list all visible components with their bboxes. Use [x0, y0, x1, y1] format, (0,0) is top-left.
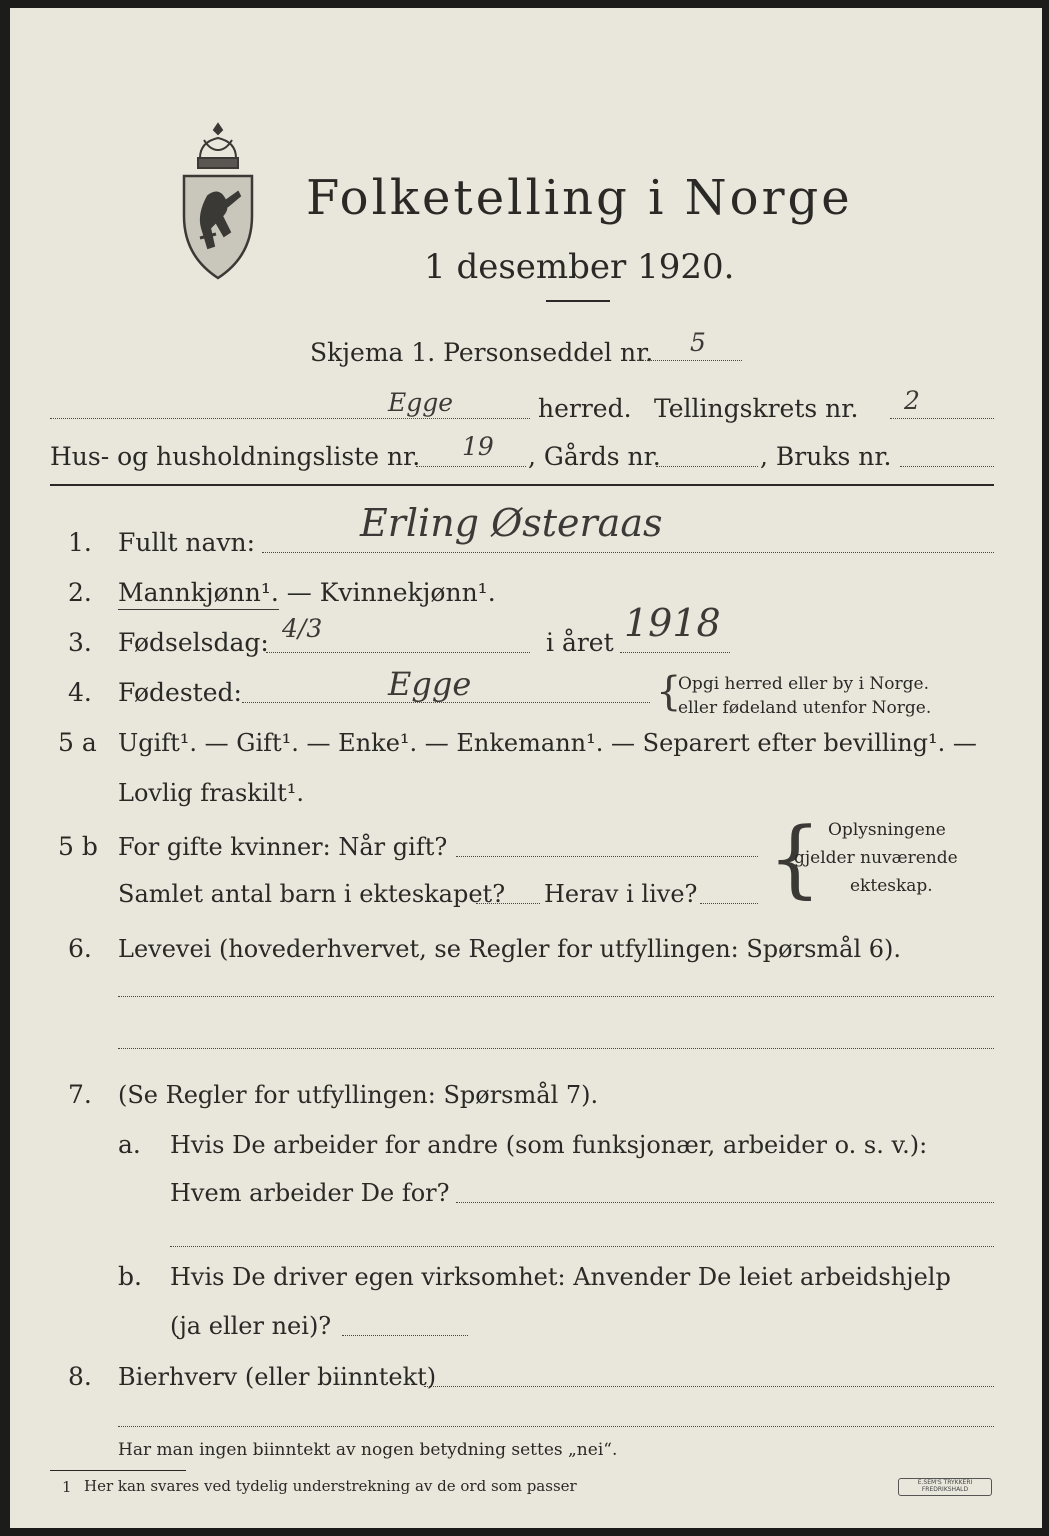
q6-label: Levevei (hovederhvervet, se Regler for utfyllingen: Spørsmål 6). [118, 935, 902, 963]
birthplace-value: Egge [388, 665, 472, 703]
bruks-label: , Bruks nr. [760, 442, 892, 471]
q4-number: 4. [68, 678, 92, 707]
q4-label: Fødested: [118, 678, 242, 707]
q7a-employer-label: Hvem arbeider De for? [170, 1179, 450, 1207]
q8-number: 8. [68, 1362, 92, 1391]
q7a-text: Hvis De arbeider for andre (som funksjonær, arbeider o. s. v.): [170, 1131, 928, 1159]
year-label: i året [546, 628, 614, 657]
q1-number: 1. [68, 528, 92, 557]
q7b-text: Hvis De driver egen virksomhet: Anvender De leiet arbeidshjelp [170, 1263, 951, 1291]
census-form: Folketelling i Norge 1 desember 1920. Skjema 1. Personseddel nr. 5 Egge herred. Tellingskrets nr. 2 Hus- og husholdningsliste nr. 19 , Gårds nr. , Bruks nr. 1. Fullt navn: Erling Østeraas 2. Mannkjønn¹. — Kvinnekjønn¹. 3. Fødselsdag: 4/3 i året 1918 4. Fødested: Egge { Opgi herred eller by i Norge. eller fødeland utenfor Norge. 5 a Ugift¹. — Gift¹. — Enke¹. — Enkemann¹. — Separert efter bevilling¹. — Lovlig fraskilt¹. 5 b For gifte kvinner: Når gift? Samlet antal barn i ekteskapet? Herav i live? { Oplysningene gjelder nuværende ekteskap. 6. Levevei (hovederhvervet, se Regler for utfyllingen: Spørsmål 6). 7. (Se Regler for utfyllingen: Spørsmål 7). a. Hvis De arbeider for andre (som funksjonær, arbeider o. s. v.): Hvem arbeider De for? b. Hvis De driver egen virksomhet: Anvender De leiet arbeidshjelp (ja eller nei)? 8. Bierhverv (eller biinntekt) Har man ingen biinntekt av nogen betydning settes „nei“. 1 Her kan svares ved tydelig understrekning av de ord som passer E.SEM'S TRYKKERI FREDRIKSHALD [10, 8, 1042, 1528]
married-women-label: For gifte kvinner: Når gift? [118, 833, 448, 861]
marital-status-options: Ugift¹. — Gift¹. — Enke¹. — Enkemann¹. — Separert efter bevilling¹. — [118, 729, 977, 757]
form-title: Folketelling i Norge [306, 170, 853, 226]
birthday-value: 4/3 [282, 614, 323, 643]
census-date: 1 desember 1920. [424, 247, 735, 287]
tellingskrets-number: 2 [904, 386, 920, 415]
herred-value: Egge [388, 388, 454, 417]
norway-coat-of-arms-icon [170, 118, 266, 282]
q3-number: 3. [68, 628, 92, 657]
q8-note: Har man ingen biinntekt av nogen betydning settes „nei“. [118, 1440, 618, 1460]
marital-status-divorced: Lovlig fraskilt¹. [118, 779, 305, 807]
gender-female-option: Kvinnekjønn¹. [319, 578, 496, 607]
gender-male-option: Mannkjønn¹. [118, 578, 279, 610]
q7-number: 7. [68, 1080, 92, 1109]
birth-year-value: 1918 [624, 601, 721, 645]
q5a-number: 5 a [58, 728, 97, 757]
q6-number: 6. [68, 934, 92, 963]
q7b-letter: b. [118, 1262, 142, 1291]
q2-number: 2. [68, 578, 92, 607]
q1-label: Fullt navn: [118, 528, 256, 557]
printer-stamp: E.SEM'S TRYKKERI FREDRIKSHALD [898, 1478, 992, 1496]
household-label: Hus- og husholdningsliste nr. [50, 442, 421, 471]
q3-label: Fødselsdag: [118, 628, 269, 657]
q7a-letter: a. [118, 1130, 141, 1159]
personseddel-number: 5 [690, 328, 706, 357]
q8-label: Bierhverv (eller biinntekt) [118, 1363, 437, 1391]
household-number: 19 [462, 432, 494, 461]
schema-label: Skjema 1. Personseddel nr. [310, 338, 654, 367]
gender-separator: — [286, 578, 312, 607]
birthplace-note-1: Opgi herred eller by i Norge. [678, 674, 929, 694]
title-divider [546, 300, 610, 302]
marriage-note-3: ekteskap. [850, 876, 933, 896]
children-alive-label: Herav i live? [544, 880, 698, 908]
q5b-number: 5 b [58, 832, 98, 861]
birthplace-note-2: eller fødeland utenfor Norge. [678, 698, 932, 718]
tellingskrets-label: Tellingskrets nr. [654, 394, 859, 423]
marriage-note-1: Oplysningene [828, 820, 946, 840]
gards-label: , Gårds nr. [528, 442, 661, 471]
children-total-label: Samlet antal barn i ekteskapet? [118, 880, 506, 908]
herred-label: herred. [538, 394, 632, 423]
marriage-note-2: gjelder nuværende [794, 848, 958, 868]
full-name-value: Erling Østeraas [360, 501, 663, 545]
footnote-text: Her kan svares ved tydelig understrekning av de ord som passer [84, 1477, 577, 1495]
q7b-hired-help-label: (ja eller nei)? [170, 1312, 332, 1340]
footnote-marker: 1 [62, 1478, 72, 1496]
header-rule [50, 484, 994, 486]
q7-label: (Se Regler for utfyllingen: Spørsmål 7). [118, 1081, 599, 1109]
